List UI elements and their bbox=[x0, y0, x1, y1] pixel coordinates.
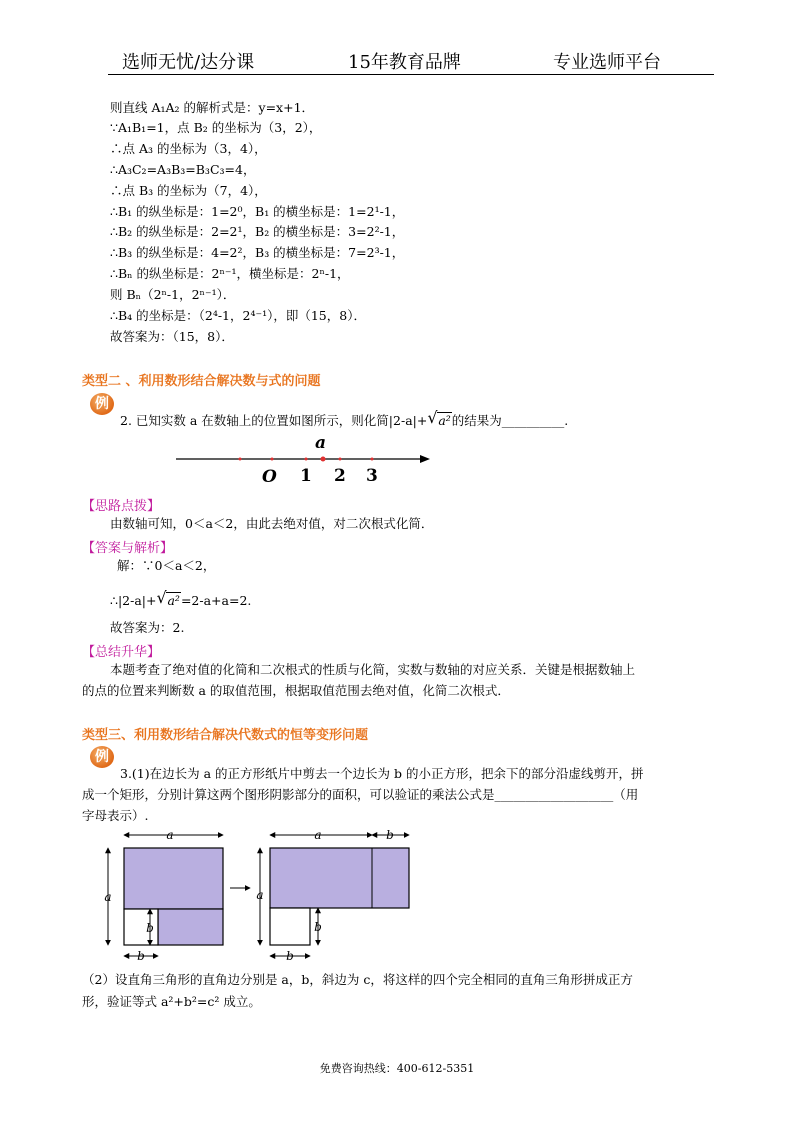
shaded-region bbox=[158, 909, 223, 945]
solution-line: ∴点 B₃ 的坐标为（7，4）， bbox=[110, 183, 267, 198]
solution-line: ∴B₄ 的坐标是：（2⁴-1，2⁴⁻¹），即（15，8）． bbox=[110, 308, 366, 323]
header-rule bbox=[108, 74, 714, 75]
tag-summary: 【总结升华】 bbox=[82, 645, 161, 660]
dim-label-a: a bbox=[256, 888, 264, 902]
radicand: a² bbox=[167, 593, 180, 608]
tick-dot bbox=[371, 458, 374, 461]
question-part: 的结果为__________. bbox=[451, 413, 569, 428]
section-title: 类型二 、利用数形结合解决数与式的问题 bbox=[82, 374, 321, 389]
summary-text: 的点的位置来判断数 a 的取值范围，根据取值范围去绝对值，化简二次根式． bbox=[82, 683, 510, 698]
label-origin: O bbox=[262, 467, 277, 487]
solution-step bbox=[110, 588, 252, 609]
dim-label-b: b bbox=[137, 949, 145, 963]
sqrt-expression: √ a² bbox=[156, 588, 180, 608]
label-one: 1 bbox=[300, 466, 312, 486]
label-point-a: a bbox=[315, 433, 327, 453]
shaded-region bbox=[270, 848, 409, 908]
shaded-region bbox=[124, 848, 223, 909]
question-text: 3.(1)在边长为 a 的正方形纸片中剪去一个边长为 b 的小正方形，把余下的部分沿虚线剪开，拼 bbox=[120, 766, 644, 781]
page-header bbox=[108, 48, 714, 74]
point-a-dot bbox=[321, 457, 326, 462]
summary-text: 本题考查了绝对值的化简和二次根式的性质与化简，实数与数轴的对应关系．关键是根据数轴上 bbox=[110, 662, 636, 677]
number-line-figure bbox=[0, 432, 794, 492]
solution-step: 故答案为：2. bbox=[110, 620, 185, 635]
question-text: 成一个矩形，分别计算这两个图形阴影部分的面积，可以验证的乘法公式是___________________（用 bbox=[82, 787, 639, 802]
solution-line: ∴B₂ 的纵坐标是：2=2¹，B₂ 的横坐标是：3=2²-1， bbox=[110, 224, 405, 239]
dim-label-b: b bbox=[386, 828, 394, 842]
label-two: 2 bbox=[334, 466, 346, 486]
header-platform: 专业选师平台 bbox=[553, 52, 661, 73]
solution-line: 故答案为：（15，8）． bbox=[110, 329, 234, 344]
axis-arrow-icon bbox=[420, 455, 430, 463]
dim-label-b: b bbox=[286, 949, 294, 963]
radicand: a² bbox=[438, 413, 451, 428]
hint-text: 由数轴可知，0＜a＜2，由此去绝对值，对二次根式化简． bbox=[110, 516, 434, 531]
solution-line: ∴A₃C₂=A₃B₃=B₃C₃=4， bbox=[110, 162, 256, 177]
square-rectangle-figure bbox=[0, 825, 794, 970]
dim-label-a: a bbox=[104, 890, 112, 904]
dim-label-a: a bbox=[166, 828, 174, 842]
solution-line: ∴Bₙ 的纵坐标是：2ⁿ⁻¹，横坐标是：2ⁿ-1， bbox=[110, 266, 350, 281]
header-brand: 选师无忧/达分课 bbox=[122, 52, 255, 73]
dim-label-b: b bbox=[314, 920, 322, 934]
dim-label-b: b bbox=[146, 921, 154, 935]
solution-line: ∴B₁ 的纵坐标是：1=2⁰，B₁ 的横坐标是：1=2¹-1， bbox=[110, 204, 405, 219]
sqrt-expression: √ a² bbox=[427, 408, 451, 428]
tag-hint: 【思路点拨】 bbox=[82, 499, 161, 514]
tick-dot bbox=[239, 458, 242, 461]
solution-line: ∵A₁B₁=1，点 B₂ 的坐标为（3，2）， bbox=[110, 120, 322, 135]
tag-answer: 【答案与解析】 bbox=[82, 541, 174, 556]
tick-dot bbox=[271, 458, 274, 461]
solution-line: 则直线 A₁A₂ 的解析式是：y=x+1． bbox=[110, 100, 315, 115]
question-text bbox=[120, 408, 569, 429]
label-three: 3 bbox=[366, 466, 378, 486]
solution-part: ∴|2-a|+ bbox=[110, 593, 157, 608]
header-slogan: 15年教育品牌 bbox=[348, 52, 461, 73]
footer-hotline: 免费咨询热线：400-612-5351 bbox=[319, 1062, 475, 1075]
question-part: 2. 已知实数 a 在数轴上的位置如图所示，则化简|2-a|+ bbox=[120, 413, 428, 428]
question-text: 形，验证等式 a²+b²=c² 成立。 bbox=[82, 994, 261, 1009]
tick-dot bbox=[305, 458, 308, 461]
cutout-square bbox=[270, 908, 310, 945]
example-badge: 例 bbox=[90, 393, 114, 415]
dim-label-a: a bbox=[314, 828, 322, 842]
example-badge: 例 bbox=[90, 746, 114, 768]
question-text: （2）设直角三角形的直角边分别是 a，b，斜边为 c，将这样的四个完全相同的直角三角形拼成正方 bbox=[82, 972, 633, 987]
question-text: 字母表示）. bbox=[82, 808, 149, 823]
tick-dot bbox=[339, 458, 342, 461]
solution-step: 解：∵0＜a＜2， bbox=[117, 558, 216, 573]
section-title: 类型三、利用数形结合解决代数式的恒等变形问题 bbox=[82, 728, 369, 743]
solution-line: 则 Bₙ（2ⁿ-1，2ⁿ⁻¹）． bbox=[110, 287, 236, 302]
solution-part: =2-a+a=2. bbox=[180, 593, 252, 608]
solution-line: ∴B₃ 的纵坐标是：4=2²，B₃ 的横坐标是：7=2³-1， bbox=[110, 245, 405, 260]
solution-line: ∴点 A₃ 的坐标为（3，4）， bbox=[110, 141, 267, 156]
